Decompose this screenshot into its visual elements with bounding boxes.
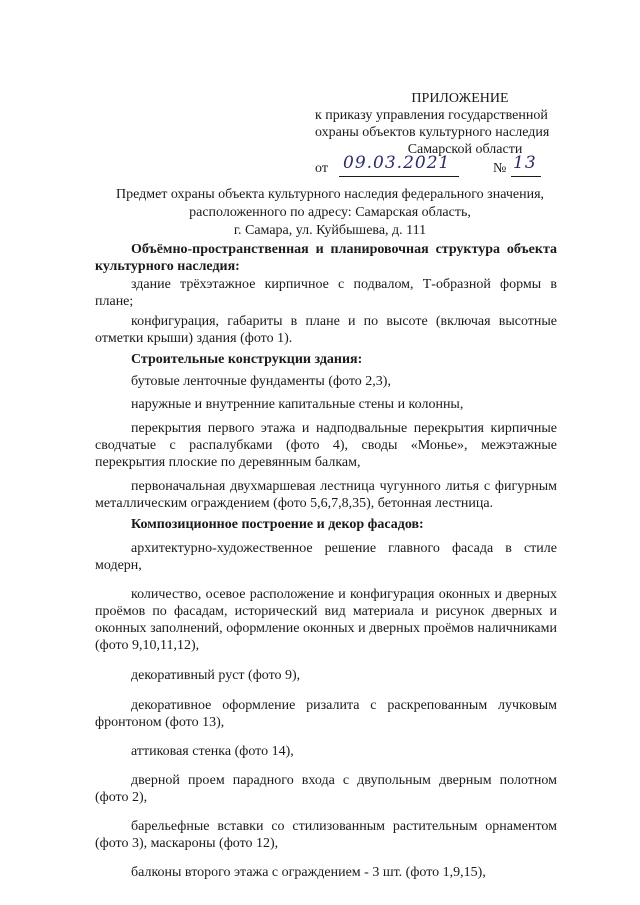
section-heading-constructions: Строительные конструкции здания: [131,352,363,367]
list-item: количество, осевое расположение и конфигурация оконных и дверных проёмов по фасадам, исторический вид материала и рисунок дверных и оконных заполнений, оформление оконных и дверных проёмов наличниками (фото 9,10,11,12), [95,587,557,653]
order-date-number [315,153,615,180]
subject-line: расположенного по адресу: Самарская область, [189,205,471,220]
appendix-line: Самарской области [407,142,523,157]
subject-line: г. Самара, ул. Куйбышева, д. 111 [233,223,427,238]
list-item: перекрытия первого этажа и надподвальные перекрытия кирпичные сводчатые с распалубками (фото 4), своды «Монье», межэтажные перекрытия плоские по деревянным балкам, [95,421,557,470]
list-item: архитектурно-художественное решение главного фасада в стиле модерн, [95,541,557,573]
number-prefix: № [493,161,507,176]
list-item: дверной проем парадного входа с двупольным дверным полотном (фото 2), [95,773,557,805]
list-item: здание трёхэтажное кирпичное с подвалом, Т-образной формы в плане; [95,277,557,309]
section-heading-facades: Композиционное построение и декор фасадов: [131,517,424,532]
list-item: барельефные вставки со стилизованным растительным орнаментом (фото 3), маскароны (фото 12), [95,819,557,851]
list-item: первоначальная двухмаршевая лестница чугунного литья с фигурным металлическим ограждением (фото 5,6,7,8,35), бетонная лестница. [95,479,557,511]
list-item: наружные и внутренние капитальные стены и колонны, [131,397,464,412]
date-prefix: от [315,161,328,176]
protection-subject-title [70,186,590,240]
list-item: декоративное оформление ризалита с раскрепованным лучковым фронтоном (фото 13), [95,698,557,730]
list-item: балконы второго этажа с ограждением - 3 шт. (фото 1,9,15), [131,865,486,880]
document-body [95,241,557,881]
list-item: аттиковая стенка (фото 14), [131,744,294,759]
number-underline [511,176,541,177]
handwritten-number: 13 [513,153,537,173]
appendix-line: к приказу управления государственной [315,108,548,123]
list-item: конфигурация, габариты в плане и по высоте (включая высотные отметки крыши) здания (фото 1). [95,314,557,346]
appendix-title: ПРИЛОЖЕНИЕ [411,91,509,106]
list-item: бутовые ленточные фундаменты (фото 2,3), [131,374,391,389]
handwritten-date: 09.03.2021 [343,153,451,173]
appendix-block [315,90,615,180]
list-item: декоративный руст (фото 9), [131,668,301,683]
section-heading-structure: Объёмно-пространственная и планировочная структура объекта культурного наследия: [95,242,557,274]
subject-line: Предмет охраны объекта культурного наследия федерального значения, [115,187,545,202]
date-underline [339,176,459,177]
appendix-line: охраны объектов культурного наследия [315,125,550,140]
